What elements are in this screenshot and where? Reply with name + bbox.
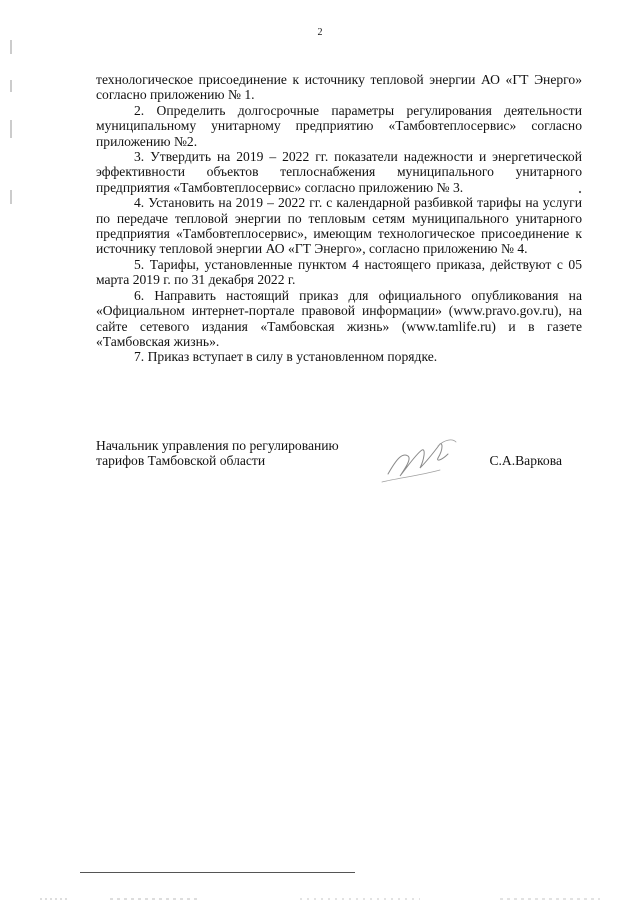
paragraph-clause-2: 2. Определить долгосрочные параметры регулирования деятельности муниципальному унитарному предприятию «Тамбовтеплосервис» согласно приложению №2.	[96, 102, 582, 149]
signatory-title	[96, 438, 396, 468]
signatory-name: С.А.Варкова	[489, 453, 562, 468]
paragraph-clause-7: 7. Приказ вступает в силу в установленном порядке.	[134, 349, 438, 365]
signature-block	[96, 438, 582, 498]
paragraph-clause-3: 3. Утвердить на 2019 – 2022 гг. показатели надежности и энергетической эффективности объектов теплоснабжения муниципального унитарного предприятия «Тамбовтеплосервис» согласно приложению № 3.	[96, 149, 582, 195]
order-body	[96, 72, 582, 365]
paragraph-clause-5: 5. Тарифы, установленные пунктом 4 настоящего приказа, действуют с 05 марта 2019 г. по 31 декабря 2022 г.	[96, 256, 582, 288]
scan-margin-marks	[8, 40, 14, 220]
paragraph-continuation: технологическое присоединение к источнику тепловой энергии АО «ГТ Энерго» согласно приложению № 1.	[96, 72, 582, 103]
scan-bottom-edge	[0, 896, 640, 902]
paragraph-clause-4: 4. Установить на 2019 – 2022 гг. с календарной разбивкой тарифы на услуги по передаче тепловой энергии по тепловым сетям муниципального унитарного предприятия «Тамбовтеплосервис», имеющим технологическое присоединение к источнику тепловой энергии АО «ГТ Энерго», согласно приложению № 4.	[96, 195, 582, 257]
page-number: 2	[317, 27, 323, 38]
paragraph-clause-6: 6. Направить настоящий приказ для официального опубликования на «Официальном интернет-портале правовой информации» (www.pravo.gov.ru), на сайте сетевого издания «Тамбовская жизнь» (www.tamlife.ru) и в газете «Тамбовская жизнь».	[96, 287, 582, 349]
signatory-title-line-2: тарифов Тамбовской области	[96, 453, 266, 469]
footer-rule	[80, 872, 355, 873]
signatory-title-line-1: Начальник управления по регулированию	[96, 438, 339, 453]
handwritten-signature	[378, 430, 468, 490]
